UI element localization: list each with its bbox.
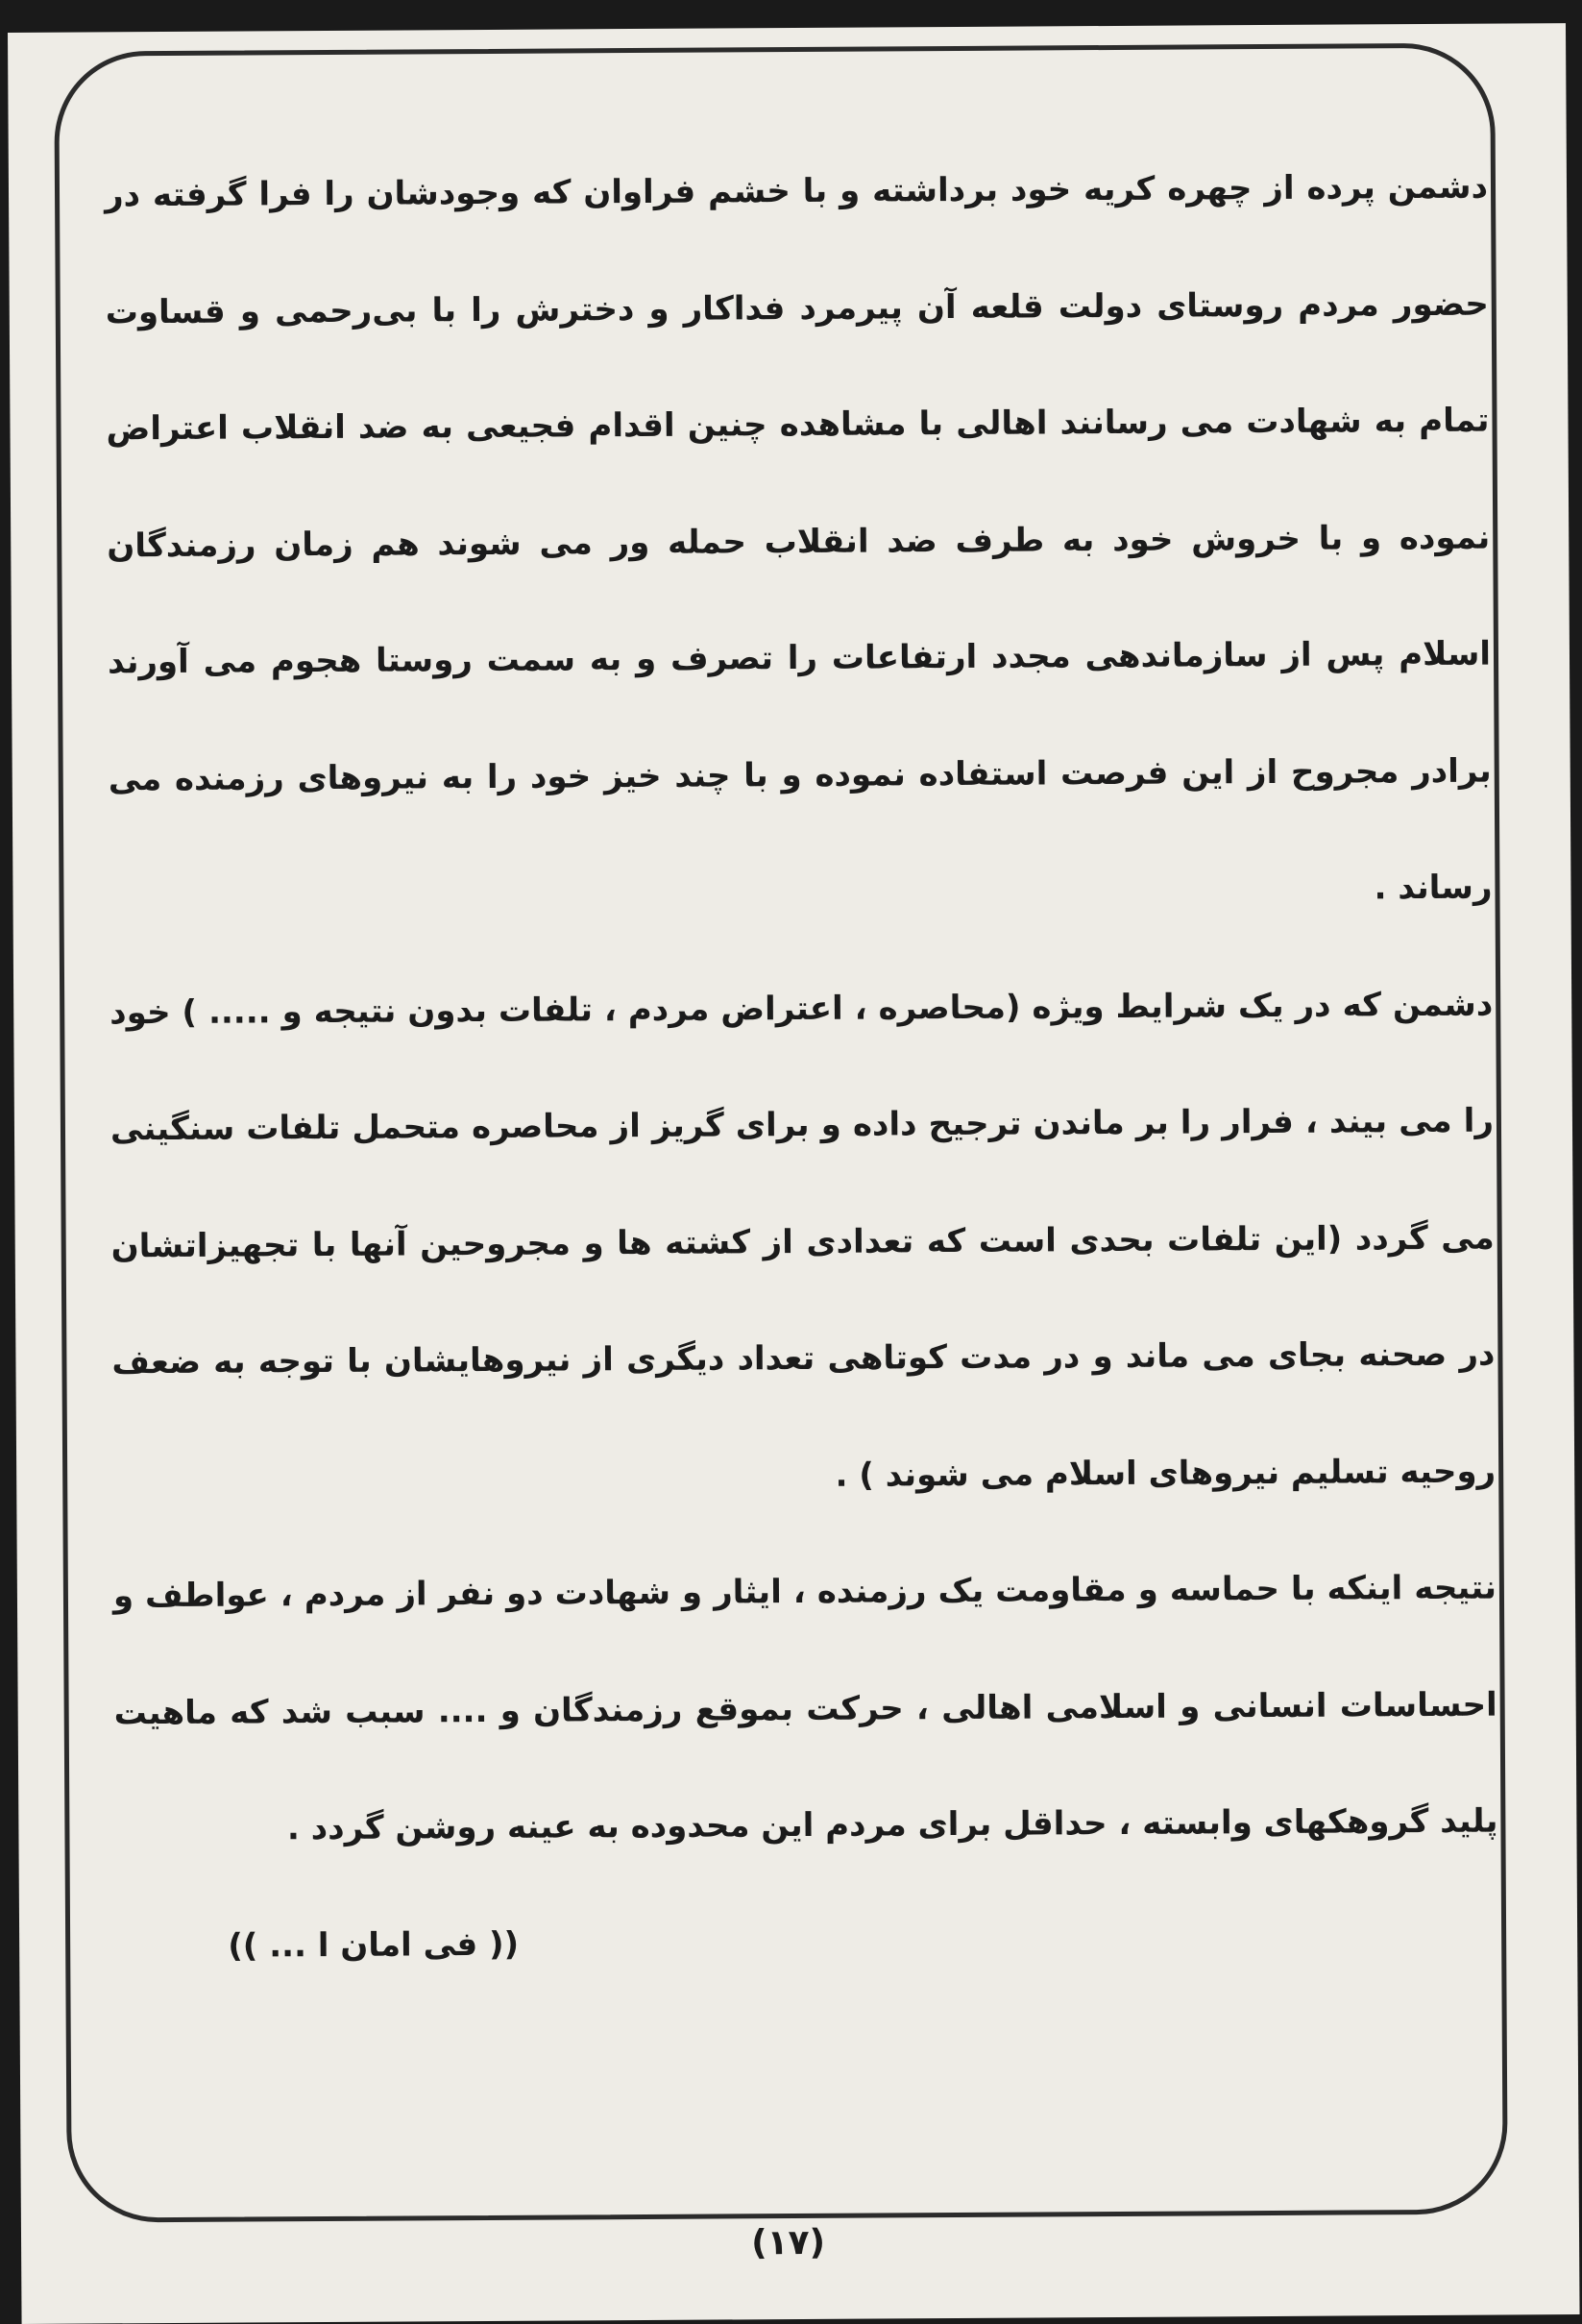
closing-phrase: (( فی امان ا ... )): [228, 1924, 520, 1966]
page-number: (۱۷): [751, 2222, 826, 2263]
paragraph-1: دشمن پرده از چهره کریه خود برداشته و با خشم فراوان که وجودشان را فرا گرفته در حضور مردم روستای دولت قلعه آن پیرمرد فداکار و دخترش را با بی‌رحمی و قساوت تمام به شهادت می رسانند اهالی با مشاهده چنین اقدام فجیعی به ضد انقلاب اعتراض نموده و با خروش خود به طرف ضد انقلاب حمله ور می شوند هم زمان رزمندگان اسلام پس از سازماندهی مجدد ارتفاعات را تصرف و به سمت روستا هجوم می آورند برادر مجروح از این فرصت استفاده نموده و با چند خیز خود را به نیروهای رزمنده می رساند .: [104, 167, 1493, 908]
scanned-page: [8, 23, 1580, 2324]
paragraph-3: نتیجه اینکه با حماسه و مقاومت یک رزمنده ، ایثار و شهادت دو نفر از مردم ، عواطف و احساسات انسانی و اسلامی اهالی ، حرکت بموقع رزمندگان و .... سبب شد که ماهیت پلید گروهکهای وابسته ، حداقل برای مردم این محدوده به عینه روشن گردد .: [112, 1568, 1498, 1848]
paragraph-2: دشمن که در یک شرایط ویژه (محاصره ، اعتراض مردم ، تلفات بدون نتیجه و ..... ) خود را می بیند ، فرار را بر ماندن ترجیح داده و برای گریز از محاصره متحمل تلفات سنگینی می گردد (این تلفات بحدی است که تعدادی از کشته ها و مجروحین آنها با تجهیزاتشان در صحنه بجای می ماند و در مدت کوتاهی تعداد دیگری از نیروهایشان با توجه به ضعف روحیه تسلیم نیروهای اسلام می شوند ) .: [110, 985, 1497, 1495]
body-text: [105, 130, 1499, 2006]
